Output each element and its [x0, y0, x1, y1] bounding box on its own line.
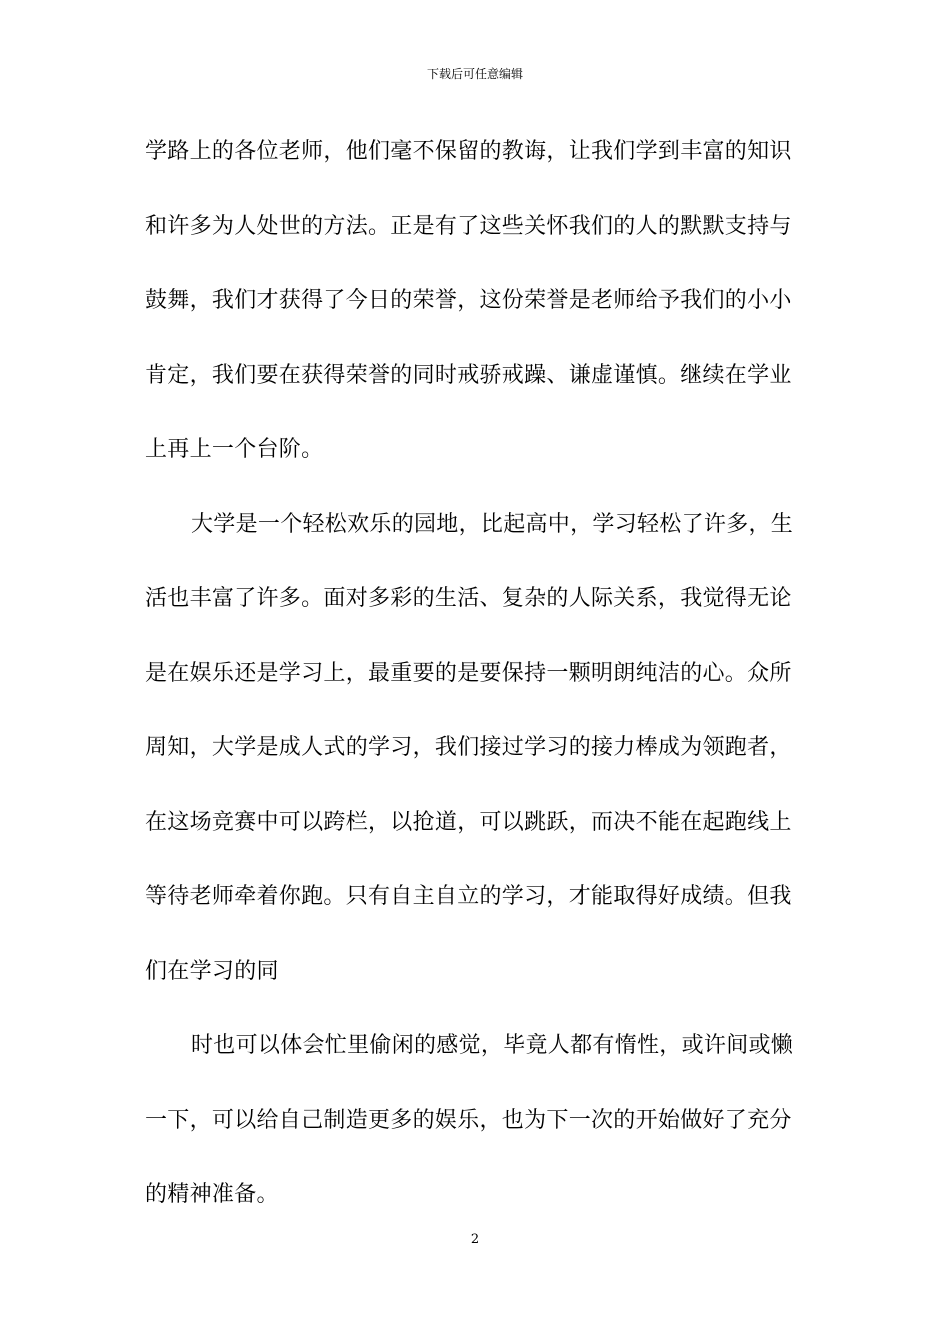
text-line: 周知，大学是成人式的学习，我们接过学习的接力棒成为领跑者，: [145, 735, 792, 760]
text-line: 肯定，我们要在获得荣誉的同时戒骄戒躁、谦虚谨慎。继续在学业: [145, 362, 792, 388]
text-line: 学路上的各位老师，他们毫不保留的教诲，让我们学到丰富的知识: [145, 139, 792, 164]
text-line: 一下，可以给自己制造更多的娱乐，也为下一次的开始做好了充分: [145, 1107, 792, 1133]
text-line: 的精神准备。: [145, 1182, 279, 1207]
text-line: 和许多为人处世的方法。正是有了这些关怀我们的人的默默支持与: [145, 213, 792, 239]
text-line: 等待老师牵着你跑。只有自主自立的学习，才能取得好成绩。但我: [145, 884, 792, 909]
page-header: 下载后可任意编辑: [426, 67, 523, 81]
text-line: 活也丰富了许多。面对多彩的生活、复杂的人际关系，我觉得无论: [145, 586, 792, 611]
text-line: 上再上一个台阶。: [145, 437, 324, 462]
text-line: 是在娱乐还是学习上，最重要的是要保持一颗明朗纯洁的心。众所: [145, 660, 792, 686]
paragraph-start-line: 时也可以体会忙里偷闲的感觉，毕竟人都有惰性，或许间或懒: [191, 1033, 794, 1058]
text-line: 们在学习的同: [145, 958, 279, 984]
page-number: 2: [470, 1232, 480, 1247]
paragraph-start-line: 大学是一个轻松欢乐的园地，比起高中，学习轻松了许多，生: [191, 511, 794, 537]
text-line: 在这场竞赛中可以跨栏，以抢道，可以跳跃，而决不能在起跑线上: [145, 809, 792, 835]
text-line: 鼓舞，我们才获得了今日的荣誉，这份荣誉是老师给予我们的小小: [145, 288, 792, 313]
body-text: [145, 130, 815, 1248]
